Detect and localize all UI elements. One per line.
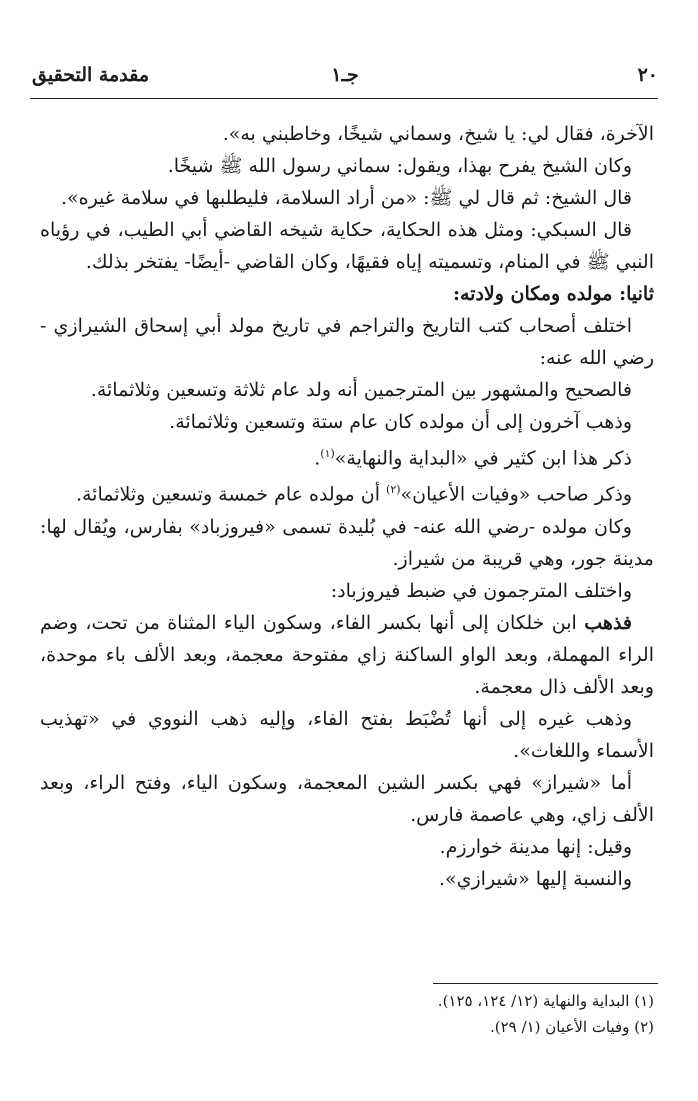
paragraph: وذكر صاحب «وفيات الأعيان»$^{(٢)}$ أن مولده عام خمسة وتسعين وثلاثمائة. — [75, 483, 632, 506]
paragraph: الآخرة، فقال لي: يا شيخ، وسماني شيخًا، وخاطبني به». — [222, 123, 654, 145]
paragraph: والنسبة إليها «شيرازي». — [438, 867, 632, 890]
header-rule — [30, 98, 658, 99]
footnote: (١) البداية والنهاية (١٢/ ١٢٤، ١٢٥). — [437, 992, 654, 1010]
volume-label: جـ١ — [331, 64, 359, 86]
footnote-rule — [433, 983, 658, 984]
footnote: (٢) وفيات الأعيان (١/ ٢٩). — [490, 1018, 654, 1036]
paragraph: ذكر هذا ابن كثير في «البداية والنهاية»$^{(١)}$. — [314, 447, 632, 470]
paragraph: أما «شيراز» فهي بكسر الشين المعجمة، وسكون الياء، وفتح الراء، وبعد الألف زاي، وهي عاصمة فارس. — [40, 771, 654, 826]
page-number: ٢٠ — [637, 64, 658, 86]
paragraph: قال الشيخ: ثم قال لي ﷺ: «من أراد السلامة، فليطلبها في سلامة غيره». — [60, 187, 632, 209]
paragraph: فذهب ابن خلكان إلى أنها بكسر الفاء، وسكون الياء المثناة من تحت، وضم الراء المهملة، وبعد الواو الساكنة زاي مفتوحة معجمة، وبعد الألف باء موحدة، وبعد الألف ذال معجمة. — [40, 611, 654, 698]
paragraph: وذهب آخرون إلى أن مولده كان عام ستة وتسعين وثلاثمائة. — [169, 411, 632, 433]
footnote-ref: (٢) — [386, 483, 401, 497]
paragraph: وكان الشيخ يفرح بهذا، ويقول: سماني رسول الله ﷺ شيخًا. — [167, 155, 632, 177]
lead-word: فذهب — [584, 611, 632, 634]
running-title: مقدمة التحقيق — [32, 64, 149, 86]
paragraph: اختلف أصحاب كتب التاريخ والتراجم في تاريخ مولد أبي إسحاق الشيرازي - رضي الله عنه: — [40, 315, 654, 369]
section-heading: ثانيا: مولده ومكان ولادته: — [452, 283, 654, 305]
paragraph: وقيل: إنها مدينة خوارزم. — [439, 835, 632, 858]
paragraph: قال السبكي: ومثل هذه الحكاية، حكاية شيخه القاضي أبي الطيب، في رؤياه النبي ﷺ في المنام، وتسميته إياه فقيهًا، وكان القاضي -أيضًا- يفتخر بذلك. — [40, 219, 654, 273]
paragraph: فالصحيح والمشهور بين المترجمين أنه ولد عام ثلاثة وتسعين وثلاثمائة. — [90, 379, 632, 401]
paragraph: واختلف المترجمون في ضبط فيروزباد: — [330, 579, 632, 602]
main-text — [40, 118, 654, 895]
page-header — [32, 64, 658, 94]
footnote-ref: (١) — [320, 447, 335, 460]
paragraph: وذهب غيره إلى أنها تُضْبَط بفتح الفاء، وإليه ذهب النووي في «تهذيب الأسماء واللغات». — [40, 707, 654, 762]
paragraph: وكان مولده -رضي الله عنه- في بُليدة تسمى «فيروزباد» بفارس، ويُقال لها: مدينة جور، وهي قريبة من شيراز. — [40, 515, 654, 570]
footnotes — [40, 988, 654, 1040]
